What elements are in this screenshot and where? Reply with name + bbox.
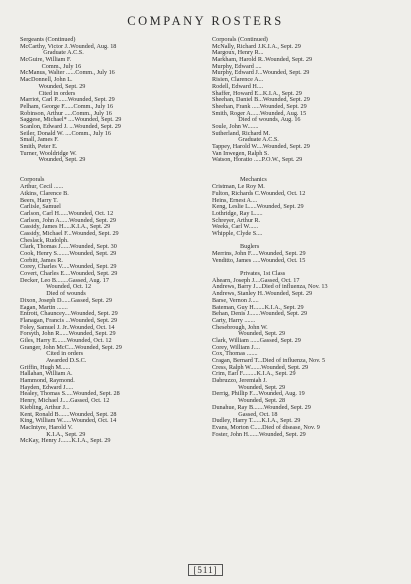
roster-entry: Schreyer, Arthur R. <box>212 216 261 224</box>
roster-entry: Wounded, Sept. 28 <box>212 397 286 405</box>
roster-entry: McGuire, William F. <box>20 56 72 64</box>
roster-entry: Decker, Leo B........Gassed, Aug. 17 <box>20 276 109 284</box>
roster-entry: Saggese, Michael* ....Wounded, Sept. 29 <box>20 116 122 124</box>
roster-entry: Wounded, Sept. 29 <box>212 330 286 338</box>
roster-entry: Rodell, Edward H.... <box>212 82 264 90</box>
roster-entry: Forsyth, John R......Wounded, Sept. 29 <box>20 330 116 338</box>
roster-entry: Carlson, John A......Wounded, Sept. 29 <box>20 216 116 224</box>
roster-entry: McNally, Richard J.K.I.A., Sept. 29 <box>212 42 301 50</box>
roster-entry: MacIntyre, Harold V. <box>20 423 73 431</box>
roster-entry: Venditto, James .....Wounded, Oct. 15 <box>212 256 306 264</box>
roster-entry: Graduate A.C.S. <box>20 49 84 57</box>
section-heading: Corporals <box>20 176 45 184</box>
roster-entry: Hallahan, William A. <box>20 370 73 378</box>
roster-entry: Cress, Ralph W.......Wounded, Sept. 29 <box>212 363 309 371</box>
roster-entry: Dabruzzo, Jeremiah J. <box>212 377 267 385</box>
roster-entry: Van Inwegen, Ralph S. <box>212 149 269 157</box>
roster-entry: Whipple, Clyde S.... <box>212 229 263 237</box>
roster-entry: Pelham, George F......Comm., July 16 <box>20 102 114 110</box>
roster-entry: Dixon, Joseph D......Gassed, Sept. 29 <box>20 296 112 304</box>
roster-entry: Wounded, Sept. 29 <box>212 383 286 391</box>
roster-entry: Cassidy, Michael F...Wounded, Sept. 29 <box>20 229 119 237</box>
roster-entry: Clark, William ......Gassed, Sept. 29 <box>212 336 301 344</box>
roster-entry: Smith, Peter E. <box>20 143 58 150</box>
roster-entry: Gassed, Oct. 18 <box>212 410 278 418</box>
section-heading: Privates, 1st Class <box>240 270 286 278</box>
roster-entry: Markham, Harold R..Wounded, Sept. 29 <box>212 56 313 64</box>
roster-entry: Entrott, Chauncey....Wounded, Sept. 29 <box>20 310 118 318</box>
roster-entry: Comm., July 16 <box>20 62 82 70</box>
roster-entry: Giles, Harry E.......Wounded, Oct. 12 <box>20 336 112 344</box>
roster-entry: Covert, Charles E....Wounded, Sept. 29 <box>20 270 118 278</box>
roster-entry: Kiebling, Arthur J... <box>20 403 70 411</box>
roster-entry: Cassidy, James H.....K.I.A., Sept. 29 <box>20 223 111 231</box>
roster-entry: Robinson, Arthur .....Comm., July 16 <box>20 109 112 117</box>
roster-entry: Sutherland, Richard M. <box>212 129 271 137</box>
roster-entry: Cox, Thomas ....... <box>212 350 258 358</box>
roster-entry: Corbitt, James R. <box>20 256 63 264</box>
roster-entry: Sheehan, Frank .....Wounded, Sept. 29 <box>212 102 307 110</box>
roster-entry: MacDonnell, John L. <box>20 76 73 84</box>
roster-entry: Cheslack, Rudolph. <box>20 236 69 244</box>
roster-entry: Died of wounds, Aug. 16 <box>212 116 301 124</box>
roster-entry: Soule, John W....... <box>212 122 259 130</box>
roster-entry: Kent, Ronald B.......Wounded, Sept. 28 <box>20 410 117 418</box>
section-heading: Mechanics <box>240 176 267 184</box>
roster-entry: Carlson, Carl H......Wounded, Oct. 12 <box>20 209 114 217</box>
roster-entry: Dunahue, Ray B.......Wounded, Sept. 29 <box>212 403 311 411</box>
roster-entry: Foster, John H.......Wounded, Sept. 29 <box>212 430 306 438</box>
roster-entry: Andrews, Barry J....Died of influenza, Nov. 13 <box>212 283 328 291</box>
roster-entry: Clark, Thomas J......Wounded, Sept. 30 <box>20 243 117 251</box>
roster-entry: Cited in orders <box>20 89 76 97</box>
roster-entry: Died of wounds <box>20 290 86 298</box>
roster-entry: Cited in orders <box>20 350 84 358</box>
roster-entry: Sheehan, Daniel B...Wounded, Sept. 29 <box>212 96 310 104</box>
roster-entry: Hammond, Raymond. <box>20 377 75 385</box>
roster-entry: Carty, Harry ....... <box>212 316 256 324</box>
roster-entry: Griffin, Hugh M...... <box>20 363 71 371</box>
roster-entry: Margoux, Henry R... <box>212 49 264 57</box>
roster-entry: Wounded, Sept. 29 <box>20 82 86 90</box>
roster-entry: Dudley, Harry T......K.I.A., Sept. 29 <box>212 417 301 425</box>
roster-entry: Atkins, Clarence B. <box>20 189 69 197</box>
roster-entry: Shaffer, Howard E...K.I.A., Sept. 29 <box>212 89 302 97</box>
roster-entry: Keng, Leslie L.....Wounded, Sept. 29 <box>212 203 304 211</box>
roster-entry: Healey, Thomas S.....Wounded, Sept. 28 <box>20 390 120 398</box>
roster-entry: McCarthy, Victor J..Wounded, Aug. 18 <box>20 42 117 50</box>
roster-entry: Eagan, Martin ....... <box>20 303 68 311</box>
roster-entry: Andrews, Stanley H..Wounded, Sept. 29 <box>212 290 313 298</box>
roster-entry: Marriot, Carl P.......Wounded, Sept. 29 <box>20 96 115 104</box>
roster-entry: Murphy, Edward .... <box>212 62 262 70</box>
roster-entry: Barse, Vernon J..... <box>212 296 259 304</box>
roster-entry: Foley, Samuel J. Jr..Wounded, Oct. 14 <box>20 323 115 331</box>
section-heading: Buglers <box>240 243 260 251</box>
roster-entry: Lothridge, Ray L..... <box>212 209 263 217</box>
roster-entry: Heins, Ernest A.... <box>212 196 258 204</box>
page-number-text: [511] <box>188 564 222 576</box>
roster-entry: Wounded, Sept. 29 <box>20 156 86 164</box>
roster-entry: Watson, Horatio .....P.O.W., Sept. 29 <box>212 156 303 164</box>
roster-entry <box>212 164 402 171</box>
roster-entry: Flanagan, Francis ...Wounded, Sept. 29 <box>20 316 118 324</box>
roster-entry: Tappey, Harold W....Wounded, Sept. 29 <box>212 143 310 150</box>
roster-entry: Cristman, Le Roy M. <box>212 183 265 191</box>
roster-entry: Awarded D.S.C. <box>20 357 87 364</box>
roster-entry: Bateman, Guy H.......K.I.A., Sept. 29 <box>212 303 304 311</box>
roster-entry: Hayden, Edward J..... <box>20 383 74 391</box>
roster-entry <box>20 164 210 171</box>
roster-entry: Evans, Morton C.....Died of disease, Nov. 9 <box>212 423 320 431</box>
roster-entry: Corey, William J.... <box>212 343 260 351</box>
roster-entry: Henry, Michael J.....Gassed, Oct. 12 <box>20 397 110 405</box>
roster-entry: Cragan, Bernard T...Died of influenza, Nov. 5 <box>212 357 326 364</box>
roster-entry: Risien, Clarence A... <box>212 76 264 84</box>
roster-entry: Merrins, John F.....Wounded, Sept. 29 <box>212 250 306 257</box>
roster-entry: Fulton, Richards C.Wounded, Oct. 12 <box>212 189 306 197</box>
right-roster-column <box>212 37 402 438</box>
roster-entry: Behan, Denis J.......Wounded, Sept. 29 <box>212 310 308 318</box>
roster-entry: King, William W......Wounded, Oct. 14 <box>20 417 117 425</box>
roster-entry: Seiler, Donald W. ....Comm., July 16 <box>20 129 112 137</box>
section-heading: Sergeants (Continued) <box>20 36 76 43</box>
roster-entry: McKay, Henry J.......K.I.A., Sept. 29 <box>20 437 111 445</box>
roster-entry: Cook, Henry S........Wounded, Sept. 29 <box>20 250 117 257</box>
roster-entry: Carlisle, Samuel <box>20 203 61 211</box>
roster-entry: Crim, Earl F.........K.I.A., Sept. 29 <box>212 370 296 378</box>
roster-entry: Beers, Harry T. <box>20 196 58 204</box>
roster-entry: Wounded, Oct. 12 <box>20 283 92 291</box>
roster-entry: Weeks, Carl W...... <box>212 223 259 231</box>
roster-entry: Smith, Roger A......Wounded, Aug. 15 <box>212 109 307 117</box>
left-roster-column <box>20 37 210 445</box>
roster-entry <box>20 171 210 178</box>
roster-entry: Scanlon, Edward J. ...Wounded, Sept. 29 <box>20 122 121 130</box>
roster-entry: Small, James F. <box>20 136 59 144</box>
section-heading: Corporals (Continued) <box>212 36 268 43</box>
roster-entry: Ahearn, Joseph J....Gassed, Oct. 17 <box>212 276 300 284</box>
roster-entry: Turner, Wooldridge W. <box>20 149 77 157</box>
page-number <box>0 565 411 575</box>
roster-entry: Granger, John McC....Wounded, Sept. 29 <box>20 343 122 351</box>
roster-entry: K.I.A., Sept. 29 <box>20 430 86 438</box>
page-title: COMPANY ROSTERS <box>127 14 284 28</box>
roster-entry: Murphy, Edward J...Wounded, Sept. 29 <box>212 69 310 77</box>
roster-entry: McManus, Walter ......Comm., July 16 <box>20 69 115 77</box>
roster-entry: Graduate A.C.S. <box>212 136 279 144</box>
roster-entry: Corey, Charles V.....Wounded, Sept. 29 <box>20 263 117 271</box>
roster-entry: Derrig, Phillip F....Wounded, Aug. 19 <box>212 390 305 398</box>
roster-entry: Arthur, Cecil ...... <box>20 183 64 191</box>
roster-entry: Chesebrough, John W. <box>212 323 268 331</box>
